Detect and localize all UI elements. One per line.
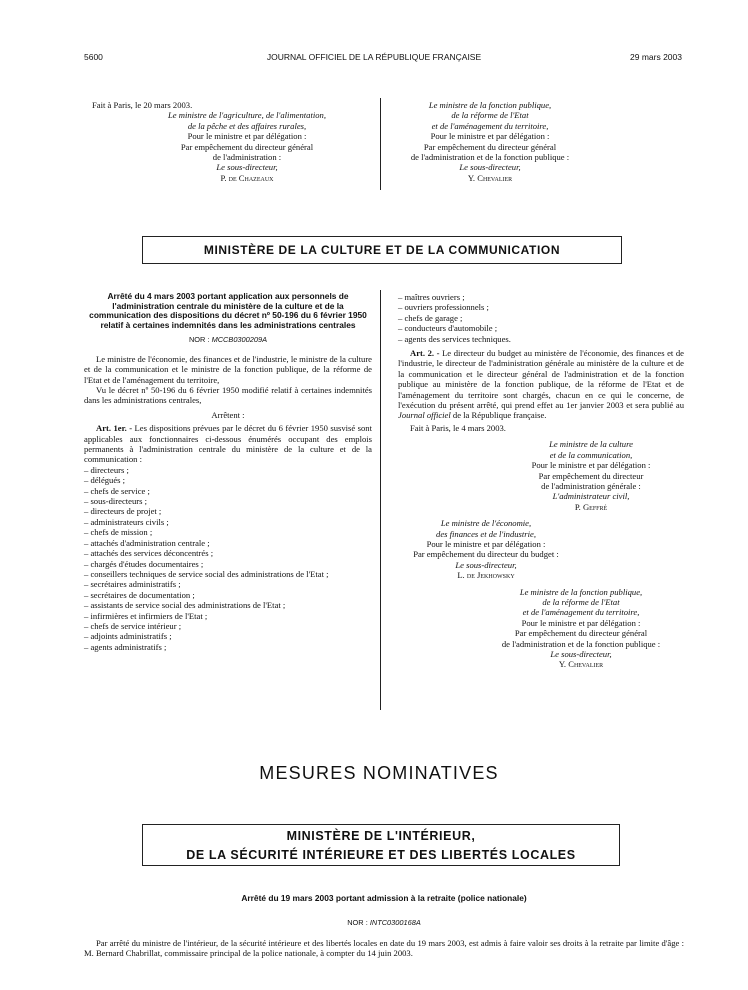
list-item: – délégués ; bbox=[84, 475, 126, 486]
signature-line: de la pêche et des affaires rurales, bbox=[187, 120, 307, 131]
column-divider-main bbox=[380, 290, 381, 710]
signature-line: de l'administration générale : bbox=[541, 480, 641, 491]
signature-line: de la réforme de l'Etat bbox=[542, 596, 620, 607]
article-2-label: Art. 2. - bbox=[410, 348, 440, 359]
signature-line: Pour le ministre et par délégation : bbox=[531, 460, 651, 471]
signature-line: Le ministre de la fonction publique, bbox=[519, 586, 643, 597]
list-item: – chefs de service ; bbox=[84, 485, 150, 496]
nor-code: MCCB0300209A bbox=[211, 335, 268, 345]
list-item: – ouvriers professionnels ; bbox=[398, 302, 489, 313]
journal-officiel-ref: Journal officiel bbox=[398, 410, 451, 421]
list-item: – sous-directeurs ; bbox=[84, 496, 148, 507]
article-1-label: Art. 1er. - bbox=[96, 423, 133, 434]
place-date: Fait à Paris, le 4 mars 2003. bbox=[410, 422, 506, 433]
signature-fonction-publique bbox=[478, 587, 684, 670]
article-2-end: de la République française. bbox=[452, 410, 547, 421]
list-item: – infirmières et infirmiers de l'Etat ; bbox=[84, 610, 208, 621]
list-item: – conseillers techniques de service social des administrations de l'Etat ; bbox=[84, 568, 329, 579]
right-column bbox=[398, 292, 684, 670]
signature-line: Le ministre de l'économie, bbox=[440, 518, 532, 529]
signature-line: Le ministre de l'agriculture, de l'alimentation, bbox=[168, 110, 326, 121]
signature-line: Pour le ministre et par délégation : bbox=[430, 131, 550, 142]
list-item: – agents des services techniques. bbox=[398, 333, 511, 344]
page-header bbox=[0, 52, 748, 66]
signature-line: Par empêchement du directeur bbox=[538, 470, 644, 481]
list-item: – secrétaires de documentation ; bbox=[84, 589, 195, 600]
list-item: – chefs de garage ; bbox=[398, 312, 463, 323]
list-item: – attachés d'administration centrale ; bbox=[84, 537, 210, 548]
place-date: Fait à Paris, le 20 mars 2003. bbox=[92, 100, 193, 110]
list-item: – directeurs de projet ; bbox=[84, 506, 162, 517]
list-item: – agents administratifs ; bbox=[84, 641, 167, 652]
list-item: – administrateurs civils ; bbox=[84, 516, 169, 527]
signature-line: Pour le ministre et par délégation : bbox=[187, 131, 307, 142]
left-column bbox=[84, 292, 372, 652]
arrete-title: Arrêté du 4 mars 2003 portant application aux personnels de l'administration centrale du ministère de la culture et de la communication des dispositions du décret nº 50-196 du 6 février 1950 relatif à certaines indemnités dans les administrations centrales bbox=[89, 291, 367, 330]
list-item: – secrétaires administratifs ; bbox=[84, 579, 181, 590]
signature-line: et de la communication, bbox=[549, 449, 633, 460]
mesures-nominatives-heading: MESURES NOMINATIVES bbox=[259, 763, 499, 783]
signature-line: Par empêchement du directeur général bbox=[514, 628, 648, 639]
signature-line: de l'administration : bbox=[212, 152, 282, 163]
article-2 bbox=[398, 348, 684, 421]
top-signature-left bbox=[92, 100, 362, 183]
visa-paragraph: Vu le décret nº 50-196 du 6 février 1950 modifié relatif à certaines indemnités dans les administrations centrales, bbox=[84, 385, 372, 406]
arretent: Arrêtent : bbox=[211, 409, 245, 420]
list-item: – conducteurs d'automobile ; bbox=[398, 323, 498, 334]
signatory-name: P. de Chazeaux bbox=[220, 172, 274, 183]
signature-line: Le sous-directeur, bbox=[216, 162, 278, 173]
list-item: – attachés des services déconcentrés ; bbox=[84, 548, 214, 559]
list-item: – adjoints administratifs ; bbox=[84, 631, 172, 642]
list-item: – maîtres ouvriers ; bbox=[398, 292, 465, 302]
article-1-text: Les dispositions prévues par le décret du 6 février 1950 susvisé sont applicables aux fonctionnaires ci-dessous énumérés occupant des emplois permanents à l'administration centrale du ministère de la culture et de la communication : bbox=[84, 423, 372, 465]
issue-date: 29 mars 2003 bbox=[630, 52, 682, 62]
signature-line: Le ministre de la culture bbox=[549, 439, 633, 450]
signature-line: de l'administration et de la fonction publique : bbox=[501, 638, 661, 649]
signature-line: Le sous-directeur, bbox=[459, 162, 521, 173]
signatory-name: Y. Chevalier bbox=[558, 659, 604, 670]
signatory-name: P. Geffré bbox=[574, 501, 608, 512]
signature-culture bbox=[498, 439, 684, 512]
journal-title: JOURNAL OFFICIEL DE LA RÉPUBLIQUE FRANÇAISE bbox=[266, 52, 482, 62]
signature-line: Par empêchement du directeur du budget : bbox=[413, 549, 559, 560]
signature-line: Le ministre de la fonction publique, bbox=[428, 100, 552, 110]
nor-label: NOR : bbox=[347, 917, 368, 927]
beneficiaries-list-right bbox=[398, 292, 684, 344]
preamble-paragraph: Le ministre de l'économie, des finances et de l'industrie, le ministre de la culture et de la communication et le ministre de la fonction publique, de la réforme de l'Etat et de l'aménagement du territoire, bbox=[84, 353, 372, 385]
signature-line: de l'administration et de la fonction publique : bbox=[410, 152, 570, 163]
signature-line: et de l'aménagement du territoire, bbox=[522, 607, 640, 618]
signature-line: Par empêchement du directeur général bbox=[180, 141, 314, 152]
list-item: – chargés d'études documentaires ; bbox=[84, 558, 204, 569]
signature-line: Pour le ministre et par délégation : bbox=[426, 538, 546, 549]
signature-line: Le sous-directeur, bbox=[550, 649, 612, 659]
signature-line: et de l'aménagement du territoire, bbox=[431, 120, 549, 131]
heading-line-1: MINISTÈRE DE L'INTÉRIEUR, bbox=[286, 829, 476, 843]
beneficiaries-list-left bbox=[84, 465, 372, 652]
nor-label: NOR : bbox=[188, 335, 210, 345]
top-signature-right bbox=[384, 100, 596, 183]
signature-line: L'administrateur civil, bbox=[552, 491, 630, 502]
ministry-heading-interieur bbox=[142, 824, 620, 866]
nor-reference bbox=[84, 918, 684, 928]
page-number: 5600 bbox=[84, 52, 103, 62]
list-item: – chefs de mission ; bbox=[84, 527, 153, 538]
signature-line: Par empêchement du directeur général bbox=[423, 141, 557, 152]
article-2-text: Le directeur du budget au ministère de l'économie, des finances et de l'industrie, le directeur de l'administration générale au ministère de la culture et de la communication et le directeur général de l'administration et de la fonction publique au ministère de la fonction publique, de la réforme de l'Etat et de l'aménagement du territoire sont chargés, chacun en ce qui le concerne, de l'exécution du présent arrêté, qui prend effet au 1er janvier 2003 et sera publié au bbox=[398, 348, 684, 411]
nor-code: INTC0300168A bbox=[369, 917, 421, 927]
interieur-section bbox=[84, 894, 684, 959]
signature-economie bbox=[398, 518, 574, 580]
article-1 bbox=[84, 423, 372, 465]
arrete-body: Par arrêté du ministre de l'intérieur, de la sécurité intérieure et des libertés locales en date du 19 mars 2003, est admis à faire valoir ses droits à la retraite par limite d'âge : M. Bernard Chabrillat, commissaire principal de la police nationale, à compter du 14 juin 2003. bbox=[84, 938, 684, 959]
nor-reference bbox=[84, 335, 372, 345]
heading-line-2: DE LA SÉCURITÉ INTÉRIEURE ET DES LIBERTÉS LOCALES bbox=[186, 848, 576, 862]
signatory-name: L. de Jekhowsky bbox=[457, 570, 515, 581]
signature-line: des finances et de l'industrie, bbox=[436, 528, 536, 539]
signatory-name: Y. Chevalier bbox=[467, 172, 513, 183]
column-divider-top bbox=[380, 98, 381, 190]
list-item: – chefs de service intérieur ; bbox=[84, 620, 182, 631]
list-item: – directeurs ; bbox=[84, 464, 129, 475]
list-item: – assistants de service social des administrations de l'Etat ; bbox=[84, 600, 286, 611]
signature-line: de la réforme de l'Etat bbox=[451, 110, 529, 121]
signature-line: Pour le ministre et par délégation : bbox=[521, 617, 641, 628]
ministry-heading-culture: MINISTÈRE DE LA CULTURE ET DE LA COMMUNICATION bbox=[142, 236, 622, 264]
signature-line: Le sous-directeur, bbox=[455, 559, 517, 570]
arrete-title: Arrêté du 19 mars 2003 portant admission à la retraite (police nationale) bbox=[241, 893, 527, 903]
